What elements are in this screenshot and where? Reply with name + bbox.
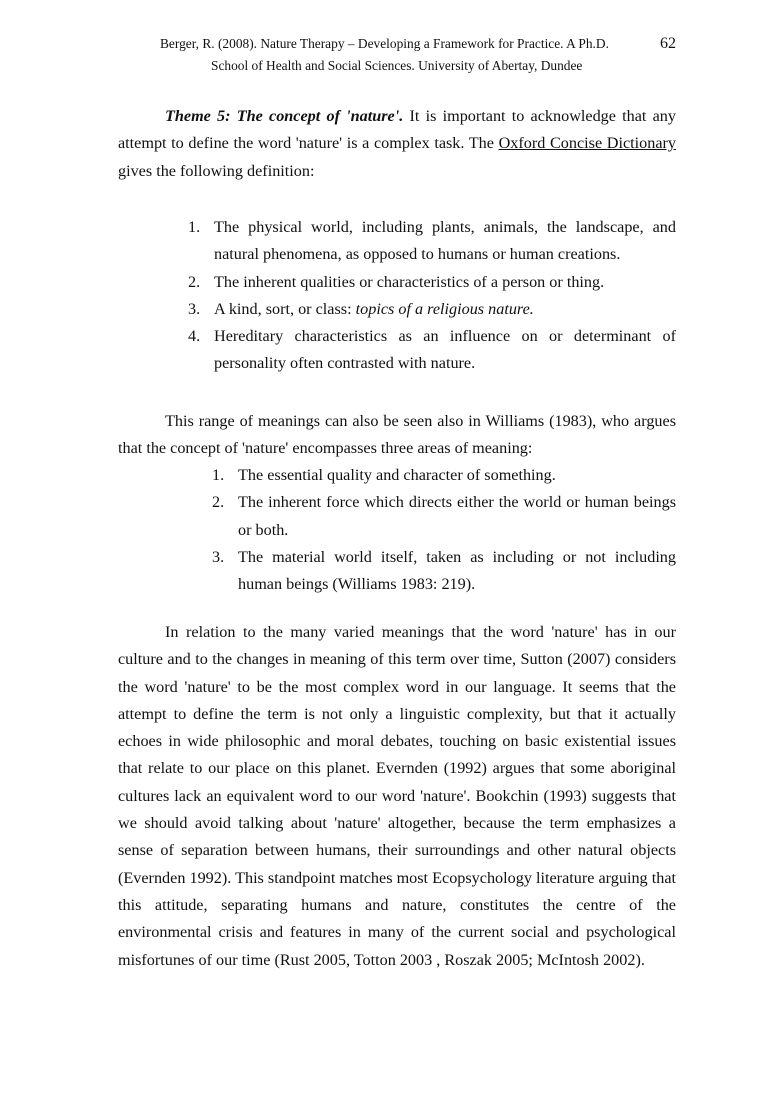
closing-paragraph (118, 619, 676, 974)
list-item-text: The inherent qualities or characteristics of a person or thing. (214, 272, 605, 291)
list-item-text: A kind, sort, or class: (214, 299, 356, 318)
list-number: 1. (212, 466, 225, 484)
list-item (212, 489, 676, 544)
williams-meanings-list (212, 462, 676, 598)
theme-heading: Theme 5: The concept of 'nature'. (165, 107, 404, 125)
list-number: 2. (212, 493, 225, 512)
williams-paragraph (118, 408, 676, 463)
list-number: 4. (188, 327, 201, 346)
williams-intro-text: This range of meanings can also be seen also in Williams (1983), who argues that the concept of 'nature' encompasses three areas of meaning: (118, 412, 676, 458)
list-item (212, 544, 676, 599)
list-item (188, 214, 676, 269)
list-item-text: Hereditary characteristics as an influence on or determinant of personality often contrasted with nature. (214, 327, 676, 373)
page-number: 62 (660, 35, 676, 52)
list-item-example: topics of a religious nature. (355, 299, 534, 318)
list-item (188, 323, 676, 378)
intro-text-before-link: It is important to acknowledge that any attempt to define the word 'nature' is a complex task. The (118, 107, 676, 153)
dictionary-definitions-list (188, 214, 676, 378)
list-number: 1. (188, 218, 201, 236)
list-item (212, 462, 676, 489)
dictionary-title: Oxford Concise Dictionary (498, 134, 676, 153)
closing-paragraph-text: In relation to the many varied meanings that the word 'nature' has in our culture and to the changes in meaning of this term over time, Sutton (2007) considers the word 'nature' to be the most complex word in our language. It seems that the attempt to define the term is not only a linguistic complexity, but that it actually echoes in wide philosophic and moral debates, touching on basic existential issues that relate to our place on this planet. Evernden (1992) argues that some aboriginal cultures lack an equivalent word to our word 'nature'. Bookchin (1993) suggests that we should avoid talking about 'nature' altogether, because the term emphasizes a sense of separation between humans, their surroundings and other natural objects (Evernden 1992). This standpoint matches most Ecopsychology literature arguing that this attitude, separating humans and nature, constitutes the centre of the environmental crisis and features in many of the current social and psychological misfortunes of our time (Rust 2005, Totton 2003 , Roszak 2005; McIntosh 2002). (118, 623, 676, 969)
intro-text-after-link: gives the following definition: (118, 161, 315, 180)
list-number: 3. (188, 299, 201, 318)
list-number: 2. (188, 272, 201, 291)
list-item-text: The inherent force which directs either the world or human beings or both. (238, 493, 676, 539)
list-item (188, 269, 676, 296)
header-institution: School of Health and Social Sciences. University of Abertay, Dundee (211, 58, 583, 73)
list-item-text: The material world itself, taken as including or not including human beings (Williams 1983: 219). (238, 547, 676, 594)
list-item (188, 296, 676, 323)
list-item-text: The physical world, including plants, animals, the landscape, and natural phenomena, as opposed to humans or human creations. (214, 218, 676, 264)
header-citation: Berger, R. (2008). Nature Therapy – Developing a Framework for Practice. A Ph.D. (160, 36, 609, 51)
list-number: 3. (212, 547, 225, 566)
list-item-text: The essential quality and character of something. (238, 466, 556, 484)
intro-paragraph (118, 103, 676, 185)
